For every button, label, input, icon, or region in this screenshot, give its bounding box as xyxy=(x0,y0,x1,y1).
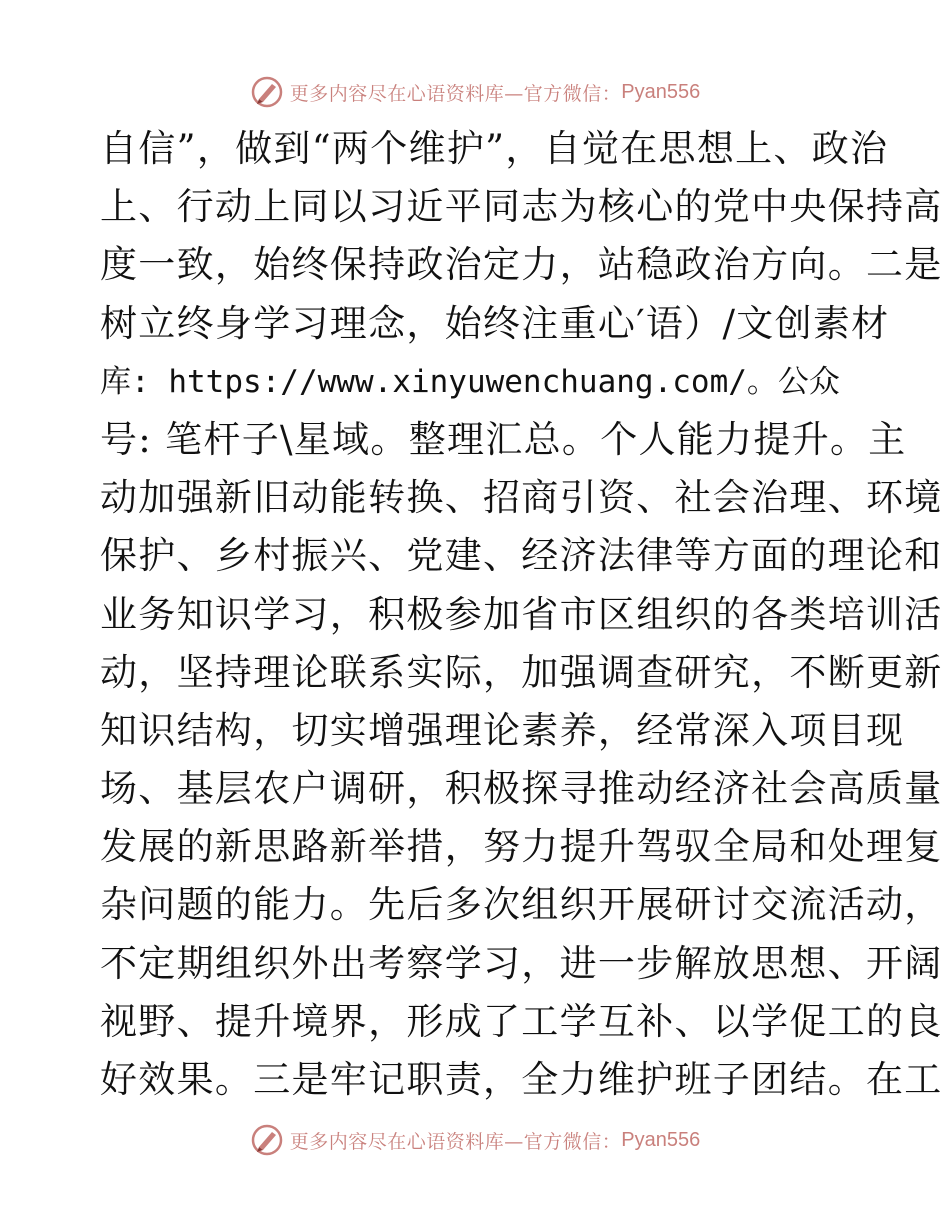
body-line: 知识结构，切实增强理论素养，经常深入项目现 xyxy=(100,708,905,752)
body-line: 保护、乡村振兴、党建、经济法律等方面的理论和 xyxy=(100,534,943,578)
body-line: 度一致，始终保持政治定力，站稳政治方向。二是 xyxy=(100,243,943,287)
body-line: 自信”，做到“两个维护”，自觉在思想上、政治 xyxy=(100,127,889,170)
body-line: 不定期组织外出考察学习，进一步解放思想、开阔 xyxy=(100,941,943,985)
body-line: 树立终身学习理念，始终注重心′语）/文创素材 xyxy=(100,301,890,345)
body-line: 上、行动上同以习近平同志为核心的党中央保持高 xyxy=(100,185,943,229)
body-line: 动加强新旧动能转换、招商引资、社会治理、环境 xyxy=(100,476,943,520)
body-line: 发展的新思路新举措，努力提升驾驭全局和处理复 xyxy=(100,825,943,869)
pen-logo-icon xyxy=(250,75,284,109)
body-line: 场、基层农户调研，积极探寻推动经济社会高质量 xyxy=(100,767,943,811)
header-banner-text: 更多内容尽在心语资料库—官方微信： xyxy=(289,82,622,105)
body-line-url: 库: https://www.xinyuwenchuang.com/。公众 xyxy=(100,363,840,400)
footer-banner xyxy=(0,1120,950,1160)
body-line: 号: 笔杆子\星域。整理汇总。个人能力提升。主 xyxy=(100,417,907,461)
header-wechat-id: Pyan556 xyxy=(621,80,701,103)
body-line: 动，坚持理论联系实际，加强调查研究，不断更新 xyxy=(100,650,943,694)
footer-wechat-id: Pyan556 xyxy=(621,1128,701,1151)
body-line: 好效果。三是牢记职责，全力维护班子团结。在工 xyxy=(100,1058,943,1101)
body-line: 杂问题的能力。先后多次组织开展研讨交流活动， xyxy=(100,883,943,927)
footer-banner-text: 更多内容尽在心语资料库—官方微信： xyxy=(289,1130,622,1153)
pen-logo-icon xyxy=(250,1123,284,1157)
body-line: 业务知识学习，积极参加省市区组织的各类培训活 xyxy=(100,592,943,636)
header-banner xyxy=(0,72,950,112)
body-line: 视野、提升境界，形成了工学互补、以学促工的良 xyxy=(100,999,943,1043)
document-body xyxy=(100,120,943,1109)
